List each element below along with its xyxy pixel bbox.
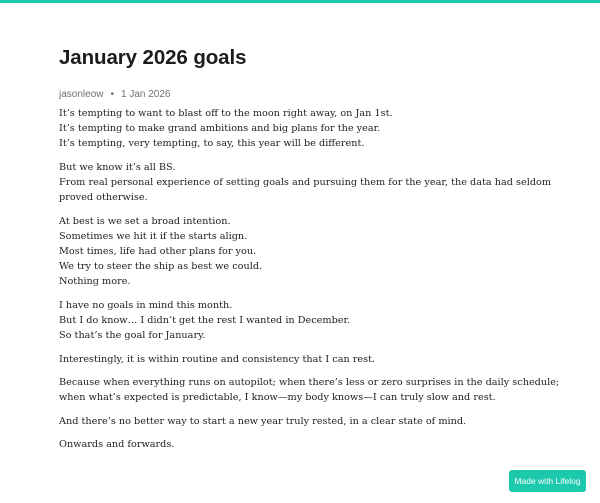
- paragraph-line: At best is we set a broad intention.: [59, 215, 231, 227]
- paragraph-line: It’s tempting, very tempting, to say, this year will be different.: [59, 138, 365, 150]
- paragraph-line: It’s tempting to make grand ambitions and big plans for the year.: [59, 123, 381, 135]
- paragraph-line: But I do know… I didn’t get the rest I wanted in December.: [59, 315, 351, 326]
- post-paragraph: [59, 106, 539, 152]
- paragraph-line: when what’s expected is predictable, I know—my body knows—I can truly slow and rest.: [59, 392, 496, 404]
- post-paragraph: [59, 414, 539, 429]
- post-author[interactable]: jasonleow: [59, 89, 104, 100]
- paragraph-line: Sometimes we hit it if the starts align.: [59, 230, 248, 242]
- paragraph-line: It’s tempting to want to blast off to the moon right away, on Jan 1st.: [59, 108, 393, 119]
- paragraph-line: Interestingly, it is within routine and consistency that I can rest.: [59, 353, 376, 365]
- top-accent-bar: [0, 0, 600, 3]
- paragraph-line: I have no goals in mind this month.: [59, 299, 233, 311]
- post-paragraph: [59, 160, 552, 206]
- paragraph-line: proved otherwise.: [59, 192, 148, 204]
- post-title: January 2026 goals: [59, 46, 247, 69]
- meta-separator: •: [110, 89, 114, 100]
- post-paragraph: [59, 352, 539, 367]
- post-content: [59, 106, 560, 452]
- paragraph-line: From real personal experience of setting goals and pursuing them for the year, the data had seldom: [59, 177, 552, 188]
- post-meta: [59, 89, 539, 101]
- paragraph-line: But we know it’s all BS.: [59, 161, 176, 173]
- paragraph-line: Because when everything runs on autopilot; when there’s less or zero surprises in the daily schedule;: [59, 376, 560, 388]
- paragraph-line: Most times, life had other plans for you.: [59, 246, 257, 257]
- made-with-lifelog-button[interactable]: Made with Lifelog: [509, 470, 586, 492]
- paragraph-line: We try to steer the ship as best we could.: [59, 261, 263, 273]
- paragraph-line: So that’s the goal for January.: [59, 330, 206, 342]
- paragraph-line: And there’s no better way to start a new year truly rested, in a clear state of mind.: [59, 415, 467, 427]
- post-paragraph: [59, 298, 539, 344]
- post-paragraph: [59, 437, 539, 452]
- post-paragraph: [59, 375, 560, 405]
- paragraph-line: Onwards and forwards.: [59, 438, 175, 450]
- post-date: 1 Jan 2026: [121, 89, 171, 100]
- paragraph-line: Nothing more.: [59, 276, 131, 288]
- post-article: [59, 44, 560, 460]
- post-paragraph: [59, 214, 539, 290]
